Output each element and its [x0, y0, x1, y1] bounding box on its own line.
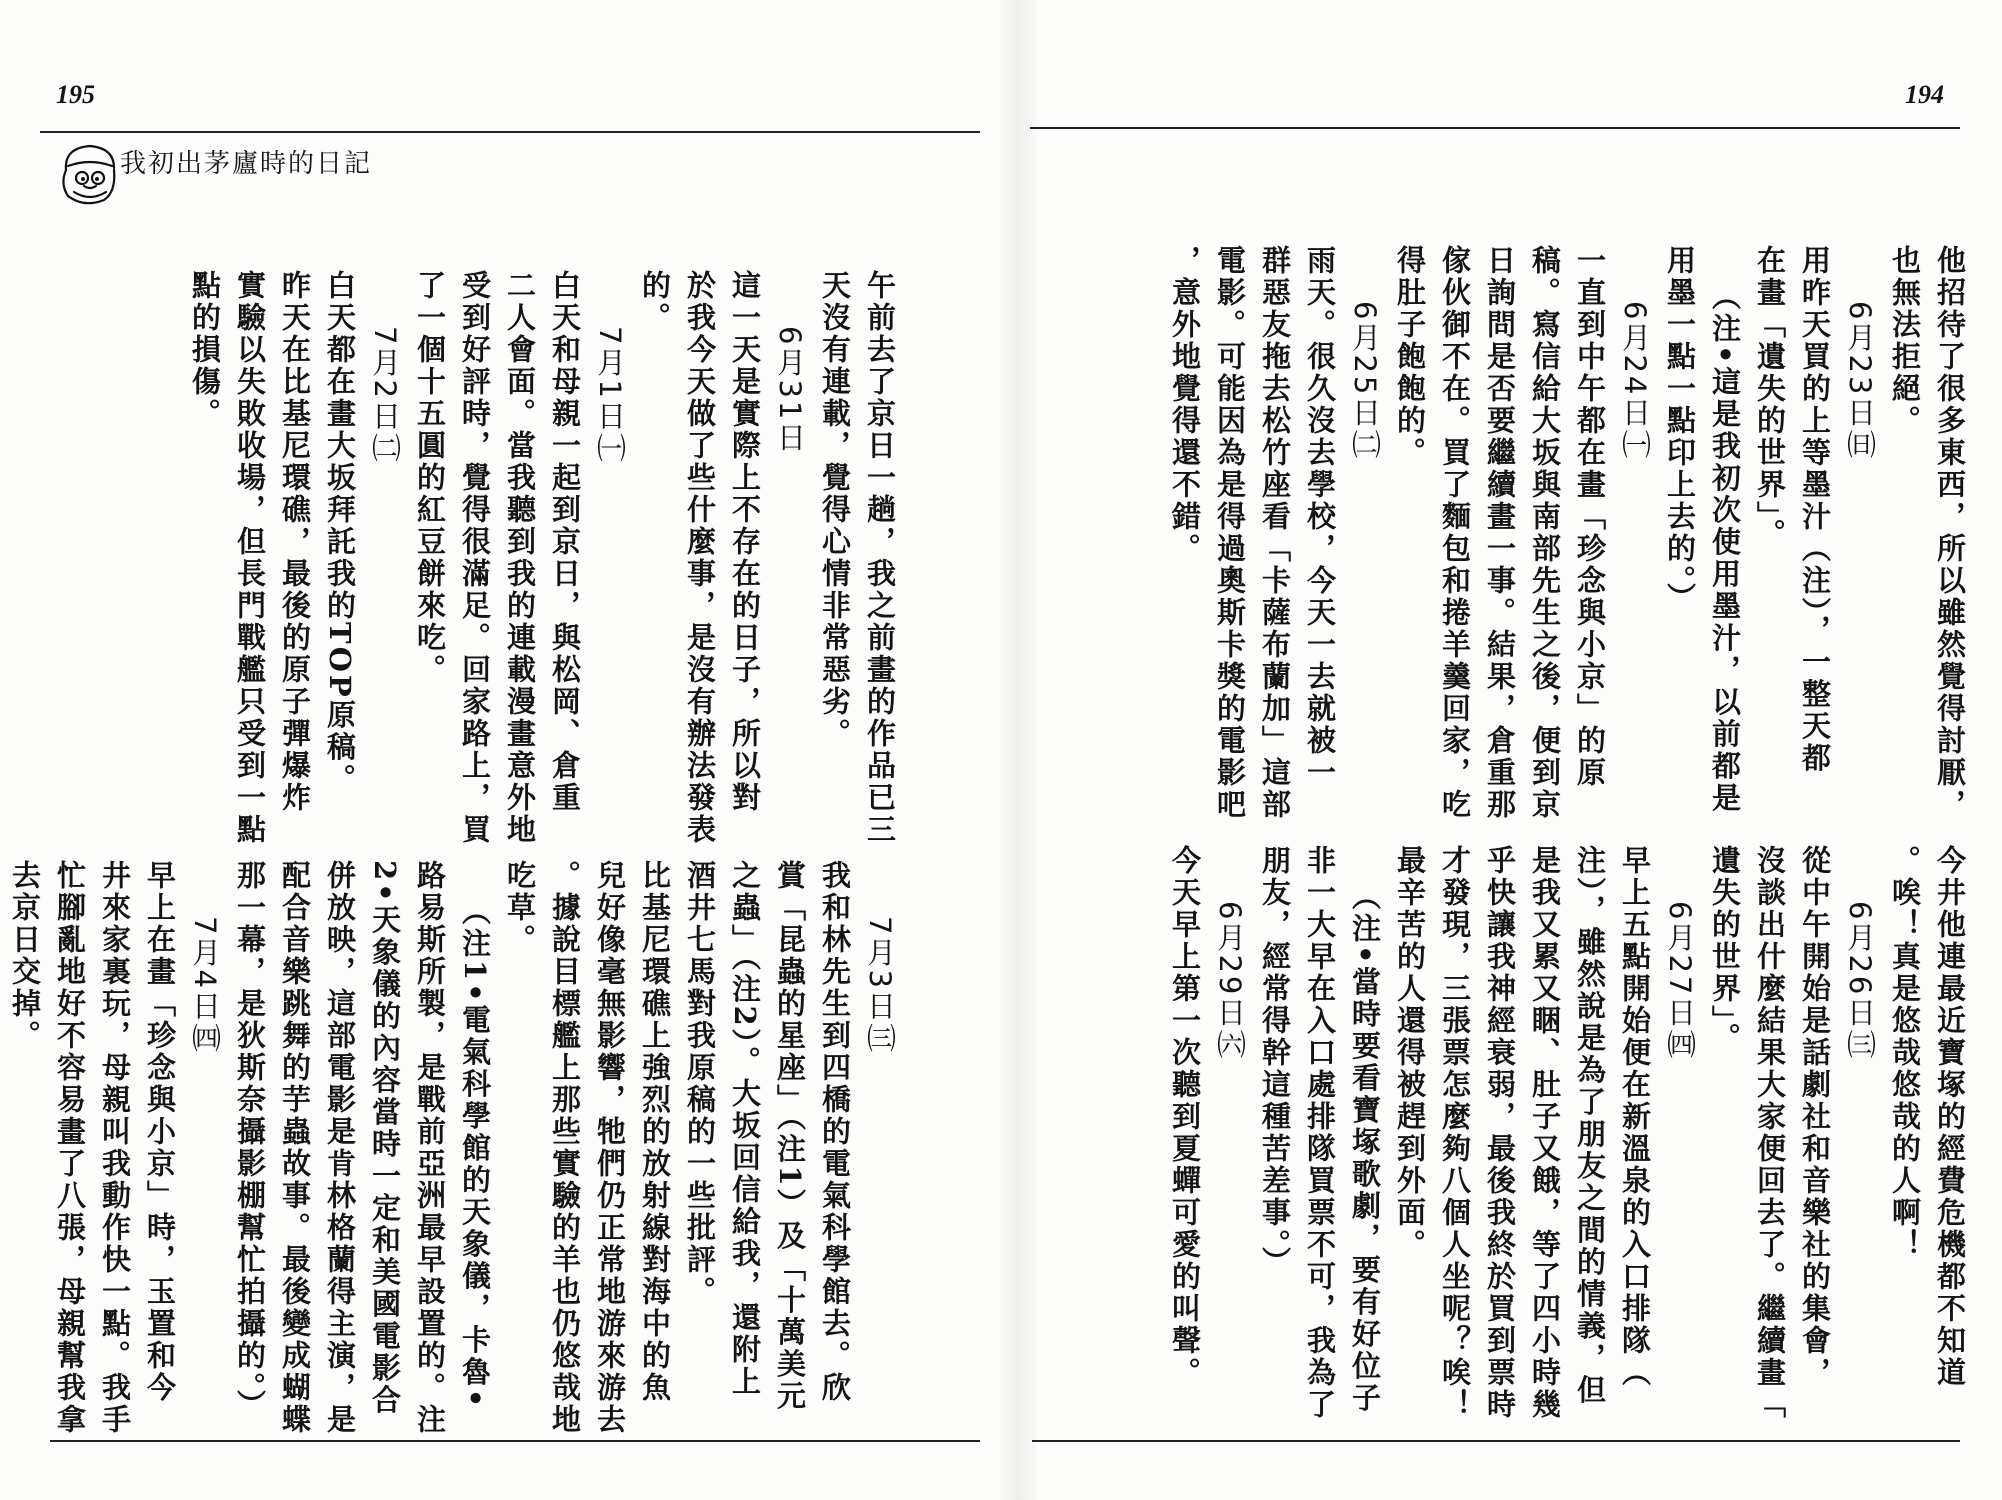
text-column: 他招待了很多東西，所以雖然覺得討厭， — [1933, 245, 1967, 821]
text-column: 最辛苦的人還得被趕到外面。 — [1393, 845, 1427, 1261]
text-column: 日詢問是否要繼續畫一事。結果，倉重那 — [1483, 245, 1517, 821]
diary-date-heading: 7月3日㈢ — [863, 916, 897, 1055]
text-column: 稿。寫信給大坂與南部先生之後，便到京 — [1528, 245, 1562, 821]
text-column: 乎快讓我神經衰弱，最後我終於買到票時 — [1483, 845, 1517, 1421]
left-header-rule — [40, 131, 980, 133]
right-header-rule — [1030, 127, 1960, 129]
right-footer-rule — [1032, 1440, 1960, 1442]
left-page-upper-text — [22, 270, 902, 846]
text-column: 早上在畫「珍念與小京」時，玉置和今 — [143, 860, 177, 1404]
text-column: 2•天象儀的內容當時一定和美國電影合 — [368, 860, 402, 1417]
text-column: 路易斯所製，是戰前亞洲最早設置的。注 — [413, 860, 447, 1436]
text-column: ，意外地覺得還不錯。 — [1168, 245, 1202, 565]
left-page-lower-text — [8, 860, 902, 1436]
running-head: 我初出茅廬時的日記 — [120, 149, 373, 179]
diary-date-heading: 6月26日㈢ — [1843, 901, 1877, 1062]
text-column: 今天早上第一次聽到夏蟬可愛的叫聲。 — [1168, 845, 1202, 1389]
text-column: 沒談出什麼結果大家便回去了。繼續畫「 — [1753, 845, 1787, 1421]
text-column: 比基尼環礁上強烈的放射線對海中的魚 — [638, 860, 672, 1404]
diary-date-heading: 6月23日㈰ — [1843, 301, 1877, 462]
text-column: 天沒有連載，覺得心情非常惡劣。 — [818, 270, 852, 750]
text-column: 從中午開始是話劇社和音樂社的集會， — [1798, 845, 1832, 1389]
text-column: （注•這是我初次使用墨汁，以前都是 — [1708, 281, 1742, 815]
text-column: 一直到中午都在畫「珍念與小京」的原 — [1573, 245, 1607, 789]
text-column: 是我又累又睏、肚子又餓，等了四小時幾 — [1528, 845, 1562, 1421]
text-column: 實驗以失敗收場，但長門戰艦只受到一點 — [233, 270, 267, 846]
diary-date-heading: 6月27日㈣ — [1663, 901, 1697, 1062]
text-column: 之蟲」（注2）。大坂回信給我，還附上 — [728, 860, 762, 1399]
text-column: 雨天。很久沒去學校，今天一去就被一 — [1303, 245, 1337, 789]
diary-date-heading: 6月25日㈡ — [1348, 301, 1382, 462]
diary-date-heading: 7月2日㈡ — [368, 326, 402, 465]
text-column: 電影。可能因為是得過奧斯卡獎的電影吧 — [1213, 245, 1247, 821]
diary-date-heading: 6月29日㈥ — [1213, 901, 1247, 1062]
text-column: 遺失的世界」。 — [1708, 845, 1742, 1055]
text-column: 受到好評時，覺得很滿足。回家路上，買 — [458, 270, 492, 846]
text-column: 用墨一點一點印上去的。） — [1663, 245, 1697, 615]
text-column: 的。 — [638, 270, 672, 334]
text-column: 也無法拒絕。 — [1888, 245, 1922, 437]
right-page-upper-text — [1072, 245, 1972, 821]
left-footer-rule — [50, 1440, 980, 1442]
text-column: 群惡友拖去松竹座看「卡薩布蘭加」這部 — [1258, 245, 1292, 821]
diary-date-heading: 7月4日㈣ — [188, 916, 222, 1055]
text-column: 賞「昆蟲的星座」（注1）及「十萬美元 — [773, 860, 807, 1413]
diary-date-heading: 7月1日㈠ — [593, 326, 627, 465]
text-column: 這一天是實際上不存在的日子，所以對 — [728, 270, 762, 814]
text-column: 傢伙御不在。買了麵包和捲羊羹回家，吃 — [1438, 245, 1472, 821]
text-column: 二人會面。當我聽到我的連載漫畫意外地 — [503, 270, 537, 846]
text-column: 用昨天買的上等墨汁（注），一整天都 — [1798, 245, 1832, 775]
text-column: 非一大早在入口處排隊買票不可，我為了 — [1303, 845, 1337, 1421]
diary-date-heading: 6月24日㈠ — [1618, 301, 1652, 462]
text-column: 注），雖然說是為了朋友之間的情義，但 — [1573, 845, 1607, 1407]
text-column: 兒好像毫無影響，牠們仍正常地游來游去 — [593, 860, 627, 1436]
cartoon-mascot-icon — [54, 140, 124, 210]
text-column: （注1•電氣科學館的天象儀，卡魯• — [458, 896, 492, 1411]
text-column: 白天都在畫大坂拜託我的TOP原稿。 — [323, 270, 357, 796]
text-column: 於我今天做了些什麼事，是沒有辦法發表 — [683, 270, 717, 846]
text-column: 早上五點開始便在新溫泉的入口排隊（ — [1618, 845, 1652, 1389]
text-column: 得肚子飽飽的。 — [1393, 245, 1427, 469]
text-column: 井來家裏玩，母親叫我動作快一點。我手 — [98, 860, 132, 1436]
text-column: 吃草。 — [503, 860, 537, 956]
text-column: 那一幕，是狄斯奈攝影棚幫忙拍攝的。） — [233, 860, 267, 1422]
text-column: 午前去了京日一趟，我之前畫的作品已三 — [863, 270, 897, 846]
text-column: 點的損傷。 — [188, 270, 222, 430]
book-gutter — [1000, 0, 1036, 1500]
text-column: 昨天在比基尼環礁，最後的原子彈爆炸 — [278, 270, 312, 814]
text-column: 了一個十五圓的紅豆餅來吃。 — [413, 270, 447, 686]
text-column: 。唉！真是悠哉悠哉的人啊！ — [1888, 845, 1922, 1261]
text-column: 忙腳亂地好不容易畫了八張，母親幫我拿 — [53, 860, 87, 1436]
text-column: 併放映，這部電影是肯林格蘭得主演，是 — [323, 860, 357, 1436]
text-column: 今井他連最近寶塚的經費危機都不知道 — [1933, 845, 1967, 1389]
text-column: 在畫「遺失的世界」。 — [1753, 245, 1787, 551]
text-column: 。據說目標艦上那些實驗的羊也仍悠哉地 — [548, 860, 582, 1436]
text-column: 去京日交掉。 — [8, 860, 42, 1052]
right-page-lower-text — [1072, 845, 1972, 1421]
text-column: （注•當時要看寶塚歌劇，要有好位子 — [1348, 881, 1382, 1415]
diary-date-heading: 6月31日 — [773, 326, 807, 455]
right-page-number: 194 — [1905, 80, 1944, 109]
text-column: 才發現，三張票怎麼夠八個人坐呢？唉！ — [1438, 845, 1472, 1421]
text-column: 我和林先生到四橋的電氣科學館去。欣 — [818, 860, 852, 1404]
text-column: 白天和母親一起到京日，與松岡、倉重 — [548, 270, 582, 814]
text-column: 配合音樂跳舞的芋蟲故事。最後變成蝴蝶 — [278, 860, 312, 1436]
text-column: 酒井七馬對我原稿的一些批評。 — [683, 860, 717, 1308]
text-column: 朋友，經常得幹這種苦差事。） — [1258, 845, 1292, 1279]
left-page-number: 195 — [56, 80, 95, 109]
